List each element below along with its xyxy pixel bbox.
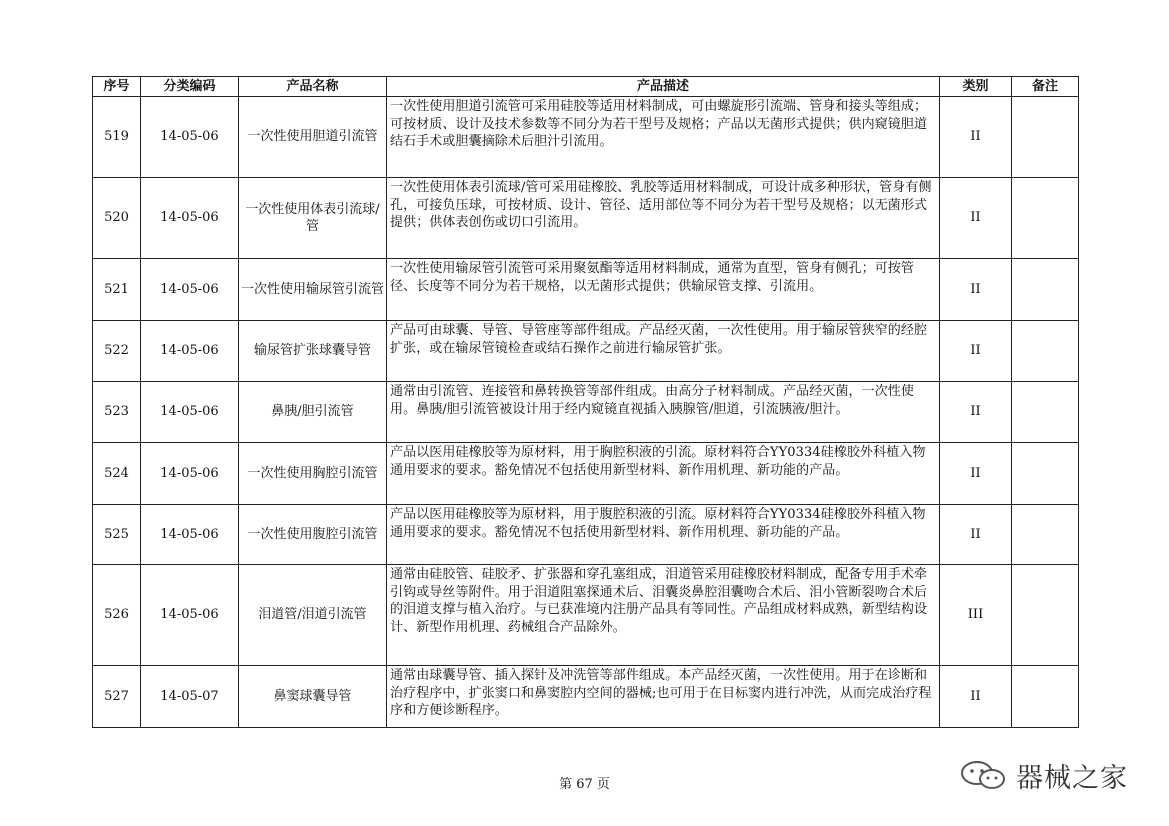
cell-product-name: 鼻胰/胆引流管 [239, 382, 387, 443]
cell-description: 一次性使用输尿管引流管可采用聚氨酯等适用材料制成，通常为直型，管身有侧孔；可按管径、长度等不同分为若干规格，以无菌形式提供；供输尿管支撑、引流用。 [387, 259, 940, 321]
cell-class: II [940, 178, 1012, 259]
cell-code: 14-05-06 [141, 443, 239, 505]
cell-note [1012, 259, 1079, 321]
header-description: 产品描述 [387, 77, 940, 97]
cell-description: 产品以医用硅橡胶等为原材料，用于腹腔积液的引流。原材料符合YY0334硅橡胶外科植入物通用要求的要求。豁免情况不包括使用新型材料、新作用机理、新功能的产品。 [387, 505, 940, 565]
cell-description: 一次性使用胆道引流管可采用硅胶等适用材料制成，可由螺旋形引流端、管身和接头等组成；可按材质、设计及技术参数等不同分为若干型号及规格；产品以无菌形式提供；供内窥镜胆道结石手术或胆囊摘除术后胆汁引流用。 [387, 97, 940, 178]
cell-code: 14-05-06 [141, 382, 239, 443]
cell-product-name: 一次性使用体表引流球/管 [239, 178, 387, 259]
cell-serial: 520 [93, 178, 141, 259]
cell-note [1012, 321, 1079, 382]
cell-description: 通常由球囊导管、插入探针及冲洗管等部件组成。本产品经灭菌，一次性使用。用于在诊断和治疗程序中，扩张窦口和鼻窦腔内空间的器械;也可用于在目标窦内进行冲洗，从而完成治疗程序和方便诊断程序。 [387, 666, 940, 728]
header-note: 备注 [1012, 77, 1079, 97]
page-number: 第 67 页 [559, 777, 610, 792]
cell-serial: 525 [93, 505, 141, 565]
header-product-name: 产品名称 [239, 77, 387, 97]
cell-code: 14-05-06 [141, 97, 239, 178]
cell-serial: 522 [93, 321, 141, 382]
cell-serial: 527 [93, 666, 141, 728]
cell-serial: 523 [93, 382, 141, 443]
cell-serial: 521 [93, 259, 141, 321]
table-row [93, 443, 1079, 505]
header-code: 分类编码 [141, 77, 239, 97]
cell-product-name: 一次性使用输尿管引流管 [239, 259, 387, 321]
cell-class: II [940, 666, 1012, 728]
table-row [93, 382, 1079, 443]
header-serial: 序号 [93, 77, 141, 97]
cell-note [1012, 666, 1079, 728]
watermark-text: 器械之家 [1016, 762, 1128, 794]
cell-product-name: 一次性使用腹腔引流管 [239, 505, 387, 565]
catalog-table [92, 76, 1079, 728]
cell-product-name: 一次性使用胆道引流管 [239, 97, 387, 178]
cell-note [1012, 443, 1079, 505]
cell-code: 14-05-06 [141, 178, 239, 259]
cell-note [1012, 382, 1079, 443]
table-row [93, 178, 1079, 259]
catalog-table-container [92, 76, 1078, 728]
cell-serial: 519 [93, 97, 141, 178]
cell-code: 14-05-07 [141, 666, 239, 728]
cell-class: II [940, 97, 1012, 178]
cell-class: II [940, 321, 1012, 382]
watermark [958, 757, 1128, 793]
cell-code: 14-05-06 [141, 565, 239, 666]
table-header-row [93, 77, 1079, 97]
table-row [93, 505, 1079, 565]
cell-description: 产品以医用硅橡胶等为原材料，用于胸腔积液的引流。原材料符合YY0334硅橡胶外科植入物通用要求的要求。豁免情况不包括使用新型材料、新作用机理、新功能的产品。 [387, 443, 940, 505]
cell-class: II [940, 443, 1012, 505]
table-row [93, 97, 1079, 178]
cell-product-name: 一次性使用胸腔引流管 [239, 443, 387, 505]
cell-class: II [940, 259, 1012, 321]
cell-product-name: 输尿管扩张球囊导管 [239, 321, 387, 382]
cell-class: III [940, 565, 1012, 666]
cell-note [1012, 97, 1079, 178]
cell-serial: 524 [93, 443, 141, 505]
cell-note [1012, 178, 1079, 259]
table-row [93, 565, 1079, 666]
cell-class: II [940, 382, 1012, 443]
cell-product-name: 鼻窦球囊导管 [239, 666, 387, 728]
cell-description: 通常由引流管、连接管和鼻转换管等部件组成。由高分子材料制成。产品经灭菌，一次性使用。鼻胰/胆引流管被设计用于经内窥镜直视插入胰腺管/胆道，引流胰液/胆汁。 [387, 382, 940, 443]
cell-product-name: 泪道管/泪道引流管 [239, 565, 387, 666]
cell-description: 一次性使用体表引流球/管可采用硅橡胶、乳胶等适用材料制成，可设计成多种形状，管身有侧孔，可接负压球，可按材质、设计、管径、适用部位等不同分为若干型号及规格；以无菌形式提供；供体表创伤或切口引流用。 [387, 178, 940, 259]
cell-description: 产品可由球囊、导管、导管座等部件组成。产品经灭菌，一次性使用。用于输尿管狭窄的经腔扩张，或在输尿管镜检查或结石操作之前进行输尿管扩张。 [387, 321, 940, 382]
cell-class: II [940, 505, 1012, 565]
table-row [93, 259, 1079, 321]
header-class: 类别 [940, 77, 1012, 97]
cell-code: 14-05-06 [141, 321, 239, 382]
cell-serial: 526 [93, 565, 141, 666]
table-row [93, 321, 1079, 382]
cell-code: 14-05-06 [141, 505, 239, 565]
cell-note [1012, 505, 1079, 565]
wechat-icon [958, 760, 1010, 790]
cell-note [1012, 565, 1079, 666]
cell-description: 通常由硅胶管、硅胶矛、扩张器和穿孔塞组成，泪道管采用硅橡胶材料制成，配备专用手术牵引钩或导丝等附件。用于泪道阻塞探通术后、泪囊炎鼻腔泪囊吻合术后、泪小管断裂吻合术后的泪道支撑与植入治疗。与已获准境内注册产品具有等同性。产品组成材料成熟，新型结构设计、新型作用机理、药械组合产品除外。 [387, 565, 940, 666]
table-row [93, 666, 1079, 728]
cell-code: 14-05-06 [141, 259, 239, 321]
